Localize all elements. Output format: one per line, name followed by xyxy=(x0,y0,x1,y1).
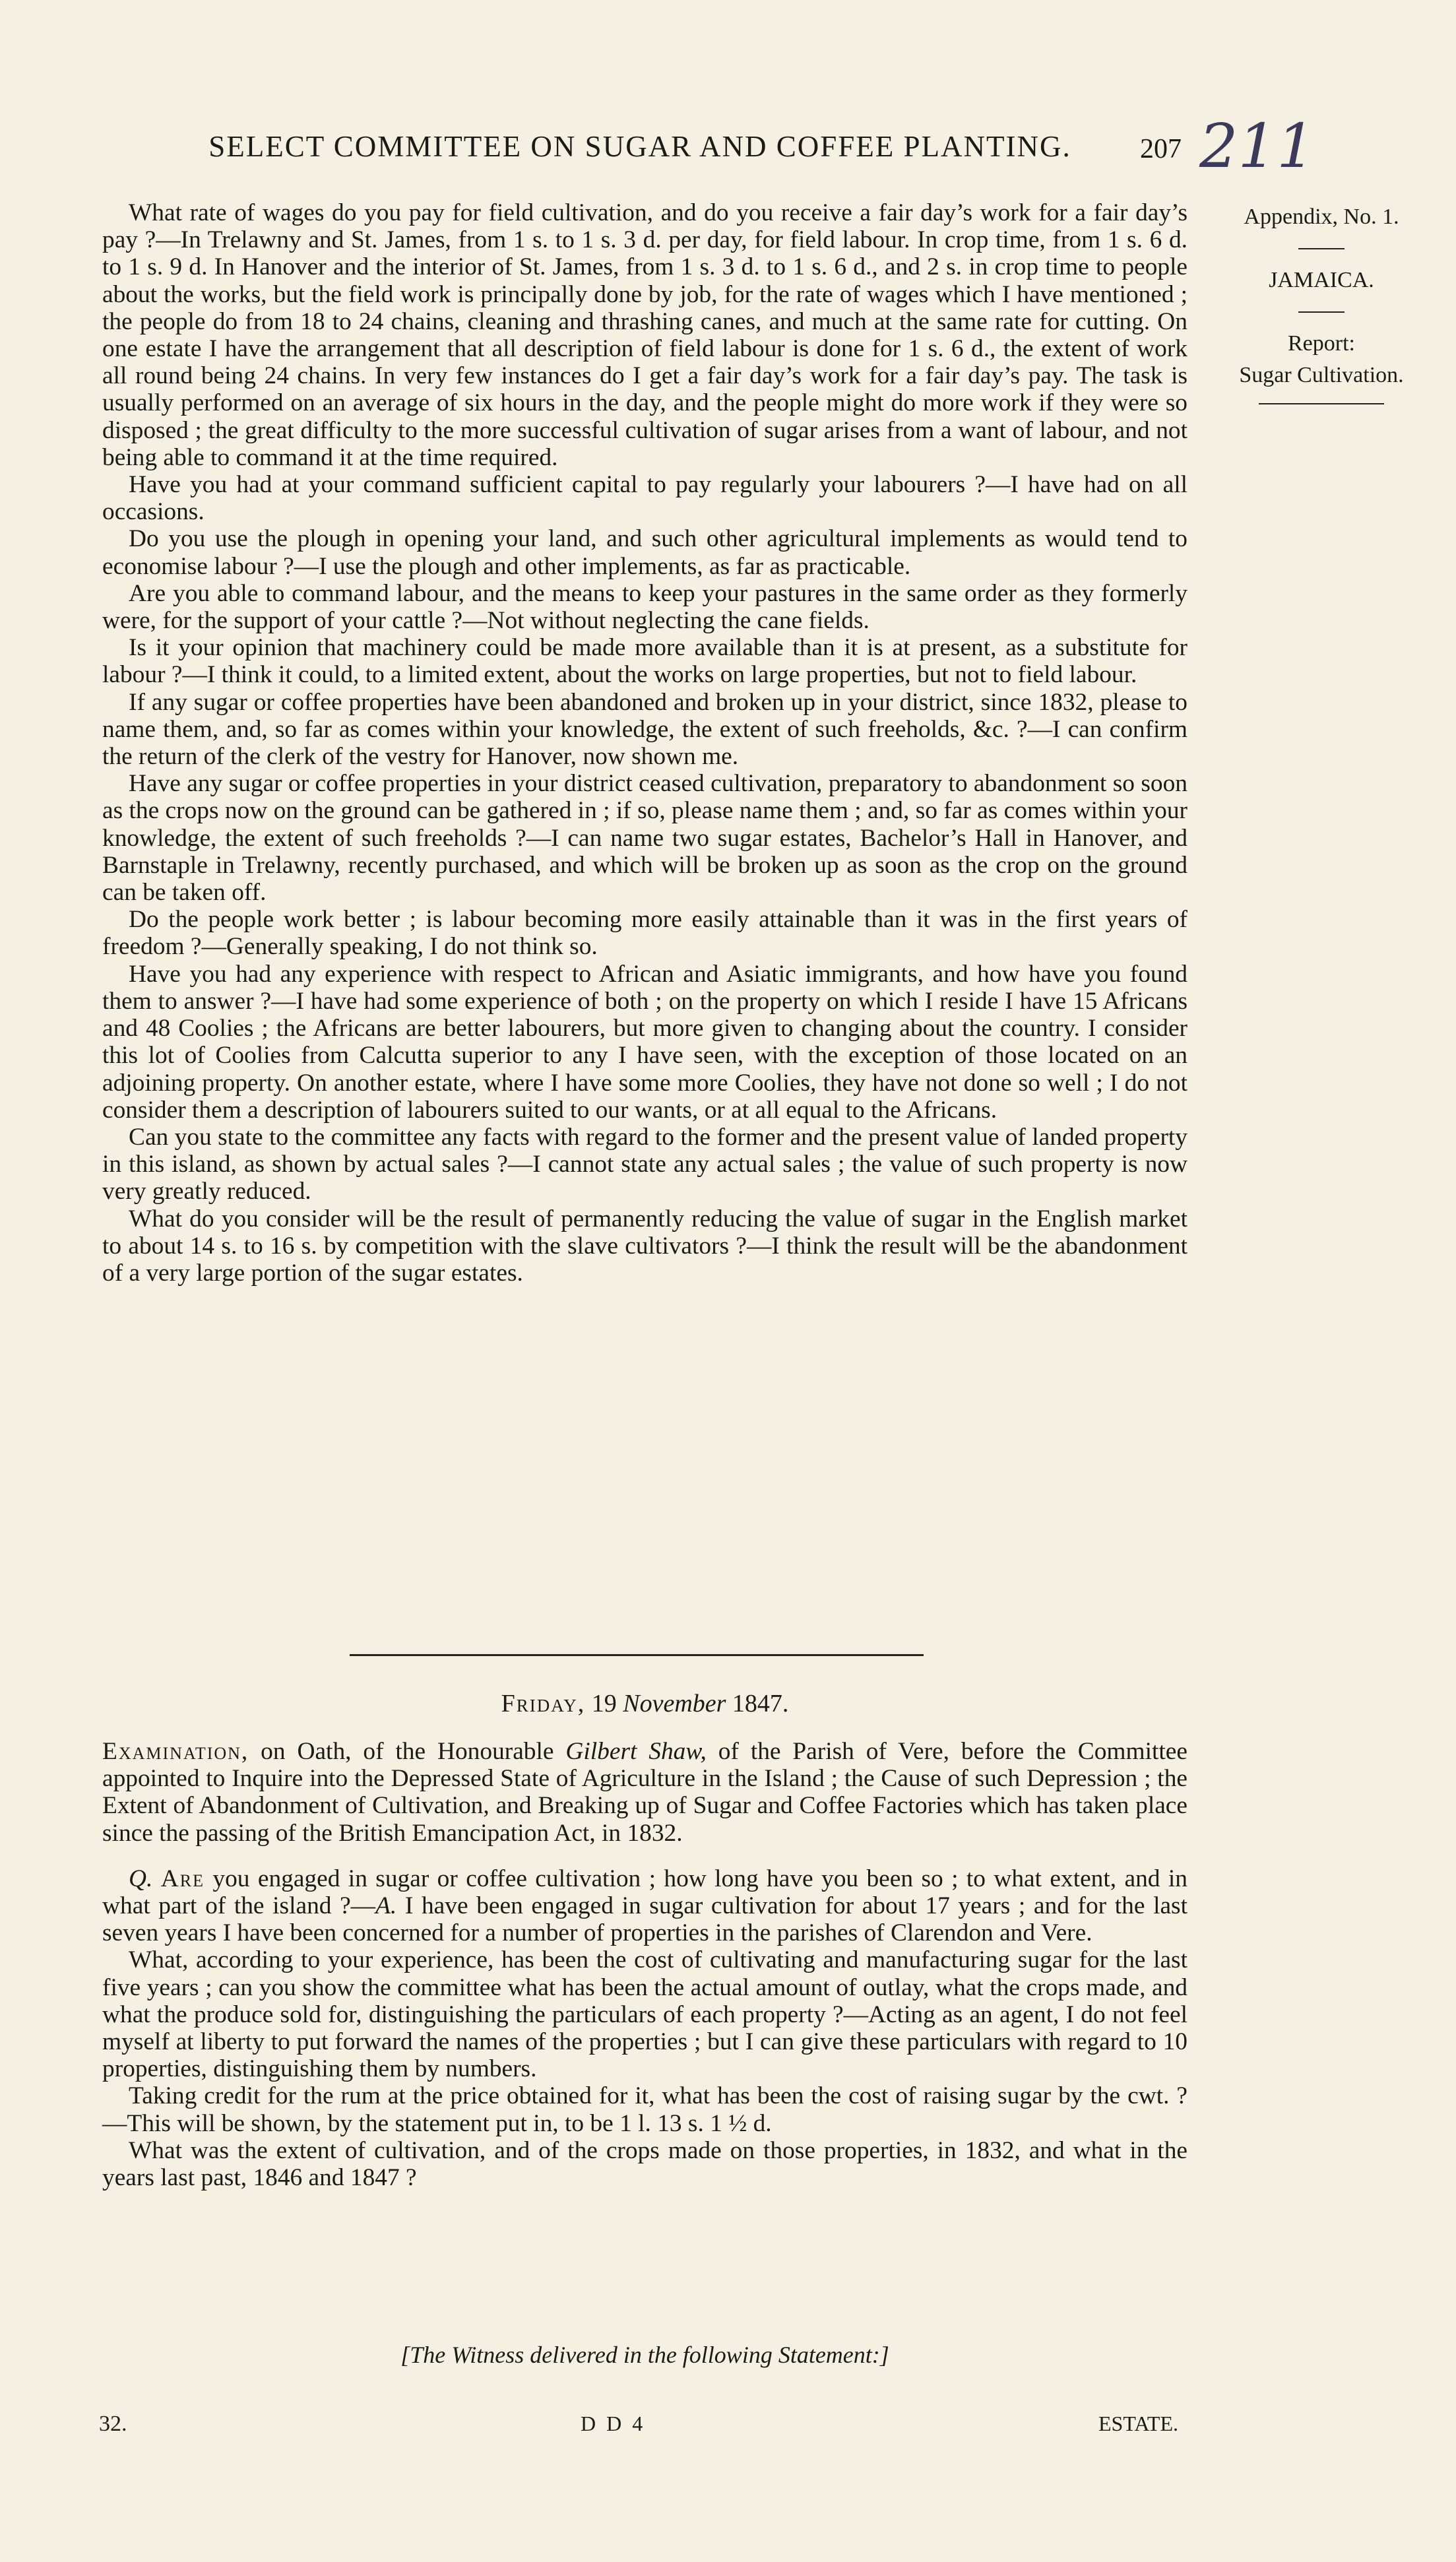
section-day: Friday, xyxy=(501,1690,586,1717)
margin-dash xyxy=(1298,311,1345,313)
question-text: you engaged in sugar or coffee cultivation ; how long have you been so ; to what extent, and in what part of the island ?— xyxy=(102,1865,1187,1920)
paragraph: Do you use the plough in opening your land, and such other agricultural implements as would tend to economise labour ?—I use the plough and other implements, as far as practicable. xyxy=(102,525,1187,580)
section-separator xyxy=(350,1654,924,1656)
handwritten-folio-number: 211 xyxy=(1199,111,1315,181)
answer-text: I have been engaged in sugar cultivation for about 17 years ; and for the last seven years I have been concerned for a number of properties in the parishes of Clarendon and Vere. xyxy=(102,1892,1187,1947)
answer-label: A. xyxy=(375,1892,397,1920)
page-number: 207 xyxy=(1140,134,1182,164)
margin-report-topic: Sugar Cultivation. xyxy=(1239,363,1404,387)
paragraph: What rate of wages do you pay for field cultivation, and do you receive a fair day’s work for a fair day’s pay ?—In Trelawny and St. James, from 1 s. to 1 s. 3 d. per day, for field labour. In crop time, from 1 s. 6 d. to 1 s. 9 d. In Hanover and the interior of St. James, from 1 s. 3 d. to 1 s. 6 d., and 2 s. in crop time to people about the works, but the field work is principally done by job, for the rate of wages which I have mentioned ; the people do from 18 to 24 chains, cleaning and thrashing canes, and much at the same rate for cutting. On one estate I have the arrangement that all description of field labour is done for 1 s. 6 d., the extent of work all round being 24 chains. In very few instances do I get a fair day’s work for a fair day’s pay. The task is usually performed on an average of six hours in the day, and the people might do more work if they were so disposed ; the great difficulty to the more successful cultivation of sugar arises from a want of labour, and not being able to command it at the time required. xyxy=(102,199,1187,471)
margin-region: JAMAICA. xyxy=(1269,268,1374,292)
margin-appendix: Appendix, No. 1. xyxy=(1244,205,1399,229)
section-year: 1847. xyxy=(732,1690,789,1717)
paragraph: What, according to your experience, has been the cost of cultivating and manufacturing sugar for the last five years ; can you show the committee what has been the actual amount of outlay, what the crops made, and what the produce sold for, distinguishing the particulars of each property ?—Acting as an agent, I do not feel myself at liberty to put forward the names of the properties ; but I can give these particulars with regard to 10 properties, distinguishing them by numbers. xyxy=(102,1946,1187,2083)
margin-note xyxy=(1213,201,1430,404)
section-month: November xyxy=(623,1690,726,1717)
evidence-part-one xyxy=(102,199,1187,1287)
paragraph: Have any sugar or coffee properties in your district ceased cultivation, preparatory to abandonment so soon as the crops now on the ground can be gathered in ; if so, please name them ; and, so far as comes within your knowledge, the extent of such freeholds ?—I can name two sugar estates, Bachelor’s Hall in Hanover, and Barnstaple in Trelawny, recently purchased, and which will be broken up as soon as the crop on the ground can be taken off. xyxy=(102,770,1187,907)
question-label: Q. xyxy=(129,1865,153,1892)
witness-note: [The Witness delivered in the following Statement:] xyxy=(400,2342,889,2368)
examination-text: of the Parish of Vere, before the Committee appointed to Inquire into the Depressed State of Agriculture in the Island ; the Cause of such Depression ; the Extent of Abandonment of Cultivation, and Breaking up of Sugar and Coffee Factories which has taken place since the passing of the British Emancipation Act, in 1832. xyxy=(102,1738,1187,1847)
question-first-word: Are xyxy=(160,1865,205,1892)
section-date-number: 19 xyxy=(591,1690,617,1717)
paragraph: Is it your opinion that machinery could be made more available than it is at present, as a substitute for labour ?—I think it could, to a limited extent, about the works on large properties, but not to field labour. xyxy=(102,634,1187,689)
paragraph: What was the extent of cultivation, and of the crops made on those properties, in 1832, and what in the years last past, 1846 and 1847 ? xyxy=(102,2136,1187,2192)
paragraph: If any sugar or coffee properties have been abandoned and broken up in your district, since 1832, please to name them, and, so far as comes within your knowledge, the extent of such freeholds, &c. ?—I can confirm the return of the clerk of the vestry for Hanover, now shown me. xyxy=(102,688,1187,771)
paragraph: Have you had any experience with respect to African and Asiatic immigrants, and how have you found them to answer ?—I have had some experience of both ; on the property on which I reside I have 15 Africans and 48 Coolies ; the Africans are better labourers, but more given to changing about the country. I consider this lot of Coolies from Calcutta superior to any I have seen, with the exception of those located on an adjoining property. On another estate, where I have some more Coolies, they have not done so well ; I do not consider them a description of labourers suited to our wants, or at all equal to the Africans. xyxy=(102,960,1187,1124)
paragraph: Taking credit for the rum at the price obtained for it, what has been the cost of raising sugar by the cwt. ?—This will be shown, by the statement put in, to be 1 l. 13 s. 1 ½ d. xyxy=(102,2082,1187,2137)
examination-paragraph xyxy=(102,1738,1187,1847)
margin-report-label: Report: xyxy=(1288,331,1355,356)
paragraph: Are you able to command labour, and the means to keep your pastures in the same order as they formerly were, for the support of your cattle ?—Not without neglecting the cane fields. xyxy=(102,579,1187,635)
paragraph: Have you had at your command sufficient capital to pay regularly your labourers ?—I have had on all occasions. xyxy=(102,471,1187,526)
paragraph: Can you state to the committee any facts with regard to the former and the present value of landed property in this island, as shown by actual sales ?—I cannot state any actual sales ; the value of such property is now very greatly reduced. xyxy=(102,1123,1187,1205)
witness-name: Gilbert Shaw, xyxy=(565,1738,707,1765)
margin-rule xyxy=(1259,403,1384,404)
footer-left: 32. xyxy=(99,2412,127,2436)
evidence-part-two xyxy=(102,1738,1187,2191)
paragraph: What do you consider will be the result of permanently reducing the value of sugar in the English market to about 14 s. to 16 s. by competition with the slave cultivators ?—I think the result will be the abandonment of a very large portion of the sugar estates. xyxy=(102,1205,1187,1287)
margin-dash xyxy=(1298,248,1345,249)
signature-mark: D D 4 xyxy=(581,2412,646,2435)
paragraph xyxy=(102,1865,1187,1947)
examination-text: on Oath, of the Honourable xyxy=(261,1738,554,1765)
section-date-heading xyxy=(102,1689,1187,1718)
witness-note-text: The Witness delivered in the following Statement: xyxy=(410,2342,880,2368)
catchword: ESTATE. xyxy=(1098,2412,1178,2435)
examination-label: Examination, xyxy=(102,1738,249,1765)
paragraph: Do the people work better ; is labour becoming more easily attainable than it was in the first years of freedom ?—Generally speaking, I do not think so. xyxy=(102,906,1187,961)
running-title: SELECT COMMITTEE ON SUGAR AND COFFEE PLANTING. xyxy=(208,130,1071,163)
